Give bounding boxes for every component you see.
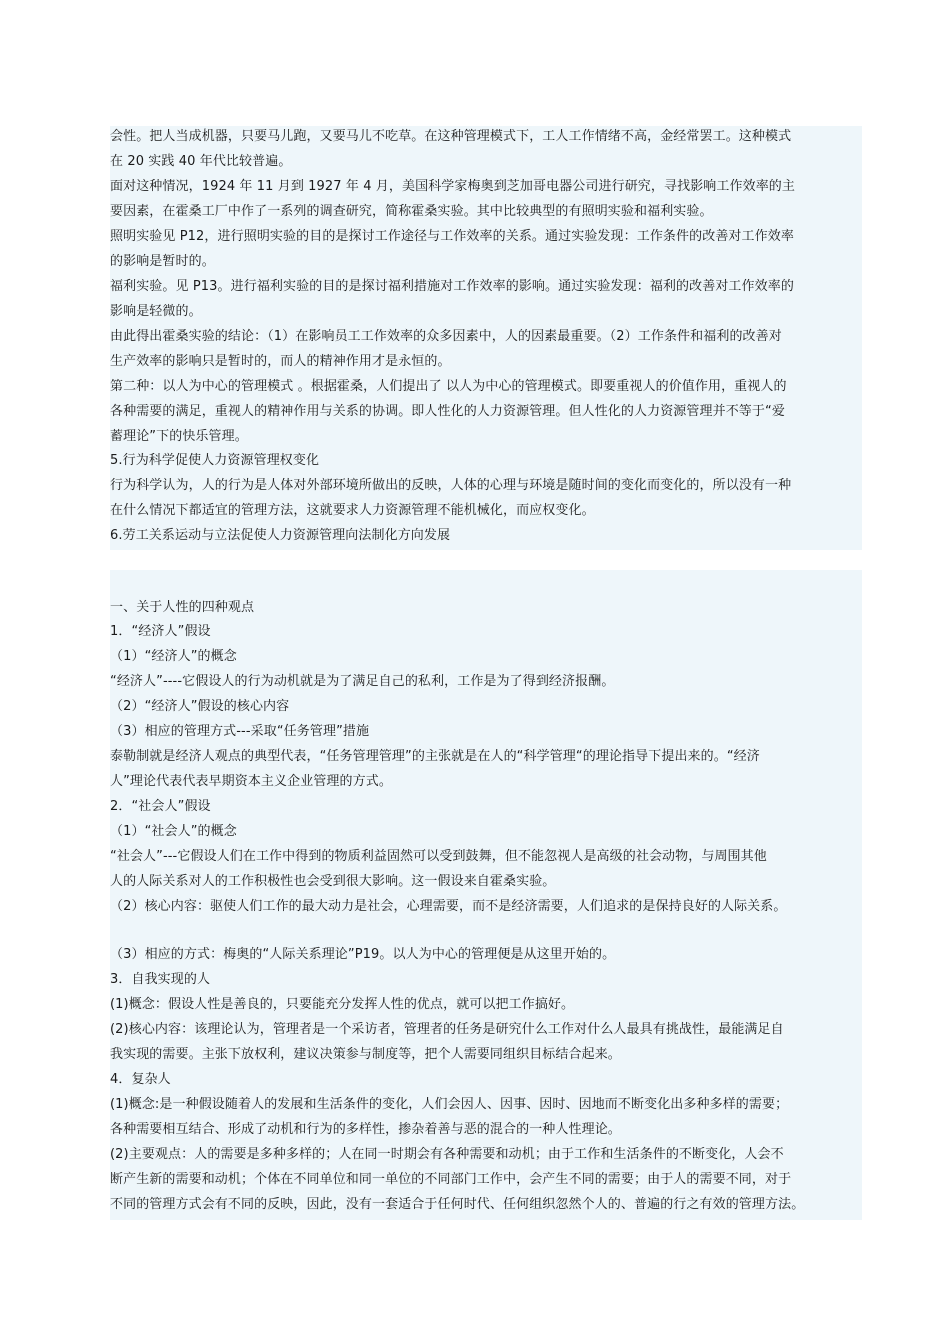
text-line: 行为科学认为，人的行为是人体对外部环境所做出的反映，人体的心理与环境是随时间的变化而变化的，所以没有一种 xyxy=(110,478,792,493)
text-line: 不同的管理方式会有不同的反映，因此，没有一套适合于任何时代、任何组织忽然个人的、普遍的行之有效的管理方法。 xyxy=(110,1197,805,1212)
text-line: 照明实验见 P12，进行照明实验的目的是探讨工作途径与工作效率的关系。通过实验发现：工作条件的改善对工作效率 xyxy=(110,229,794,244)
text-line: 会性。把人当成机器，只要马儿跑，又要马儿不吃草。在这种管理模式下，工人工作情绪不高，金经常罢工。这种模式 xyxy=(110,129,792,144)
text-line: （3）相应的方式：梅奥的“人际关系理论”P19。以人为中心的管理便是从这里开始的。 xyxy=(110,947,616,962)
section-heading: 1．“经济人”假设 xyxy=(110,624,211,639)
text-line: 第二种：以人为中心的管理模式 。根据霍桑，人们提出了 以人为中心的管理模式。即要重视人的价值作用，重视人的 xyxy=(110,379,787,394)
section-heading: 6.劳工关系运动与立法促使人力资源管理向法制化方向发展 xyxy=(110,528,451,543)
section-heading: 一、关于人性的四种观点 xyxy=(110,600,255,615)
text-section-bottom xyxy=(110,570,862,1220)
section-heading: 5.行为科学促使人力资源管理权变化 xyxy=(110,453,320,468)
text-line: （3）相应的管理方式---采取“任务管理”措施 xyxy=(110,724,370,739)
text-line: 在什么情况下都适宜的管理方法，这就要求人力资源管理不能机械化，而应权变化。 xyxy=(110,503,595,518)
text-line: 要因素，在霍桑工厂中作了一系列的调查研究，简称霍桑实验。其中比较典型的有照明实验和福利实验。 xyxy=(110,204,713,219)
text-line: (2)核心内容：该理论认为，管理者是一个采访者，管理者的任务是研究什么工作对什么人最具有挑战性，最能满足自 xyxy=(110,1022,784,1037)
text-line: （1）“经济人”的概念 xyxy=(110,649,237,664)
text-line: 人”理论代表代表早期资本主义企业管理的方式。 xyxy=(110,774,392,789)
text-line: （1）“社会人”的概念 xyxy=(110,824,237,839)
text-line: 各种需要相互结合、形成了动机和行为的多样性，掺杂着善与恶的混合的一种人性理论。 xyxy=(110,1122,621,1137)
text-line: 断产生新的需要和动机；个体在不同单位和同一单位的不同部门工作中，会产生不同的需要；由于人的需要不同，对于 xyxy=(110,1172,792,1187)
text-line: 泰勒制就是经济人观点的典型代表，“任务管理管理”的主张就是在人的“科学管理“的理论指导下提出来的。“经济 xyxy=(110,749,760,764)
text-line: （2）核心内容：驱使人们工作的最大动力是社会，心理需要，而不是经济需要，人们追求的是保持良好的人际关系。 xyxy=(110,899,787,914)
section-heading: 4．复杂人 xyxy=(110,1072,171,1087)
text-section-top xyxy=(110,126,862,550)
text-line: (1)概念:是一种假设随着人的发展和生活条件的变化，人们会因人、因事、因时、因地而不断变化出多种多样的需要； xyxy=(110,1097,789,1112)
text-line: 人的人际关系对人的工作积极性也会受到很大影响。这一假设来自霍桑实验。 xyxy=(110,874,556,889)
text-line: 生产效率的影响只是暂时的，而人的精神作用才是永恒的。 xyxy=(110,354,451,369)
text-line: (2)主要观点：人的需要是多种多样的；人在同一时期会有各种需要和动机；由于工作和生活条件的不断变化，人会不 xyxy=(110,1147,784,1162)
text-line: 的影响是暂时的。 xyxy=(110,254,215,269)
text-line: 由此得出霍桑实验的结论：（1）在影响员工工作效率的众多因素中，人的因素最重要。（2）工作条件和福利的改善对 xyxy=(110,329,782,344)
text-line: “经济人”----它假设人的行为动机就是为了满足自己的私利，工作是为了得到经济报酬。 xyxy=(110,674,615,689)
text-line: 影响是轻微的。 xyxy=(110,304,202,319)
text-line: 各种需要的满足，重视人的精神作用与关系的协调。即人性化的人力资源管理。但人性化的人力资源管理并不等于“爱 xyxy=(110,404,785,419)
text-line: 在 20 实践 40 年代比较普遍。 xyxy=(110,154,292,169)
text-line: 我实现的需要。主张下放权利，建议决策参与制度等，把个人需要同组织目标结合起来。 xyxy=(110,1047,621,1062)
text-line: 福利实验。见 P13。进行福利实验的目的是探讨福利措施对工作效率的影响。通过实验发现：福利的改善对工作效率的 xyxy=(110,279,794,294)
text-line: 面对这种情况，1924 年 11 月到 1927 年 4 月，美国科学家梅奥到芝加哥电器公司进行研究，寻找影响工作效率的主 xyxy=(110,179,796,194)
section-heading: 3．自我实现的人 xyxy=(110,972,211,987)
text-line: （2）“经济人”假设的核心内容 xyxy=(110,699,290,714)
text-line: 蓄理论”下的快乐管理。 xyxy=(110,429,248,444)
text-line: “社会人”---它假设人们在工作中得到的物质利益固然可以受到鼓舞，但不能忽视人是高级的社会动物，与周围其他 xyxy=(110,849,767,864)
text-line: (1)概念：假设人性是善良的，只要能充分发挥人性的优点，就可以把工作搞好。 xyxy=(110,997,575,1012)
section-heading: 2．“社会人”假设 xyxy=(110,799,211,814)
